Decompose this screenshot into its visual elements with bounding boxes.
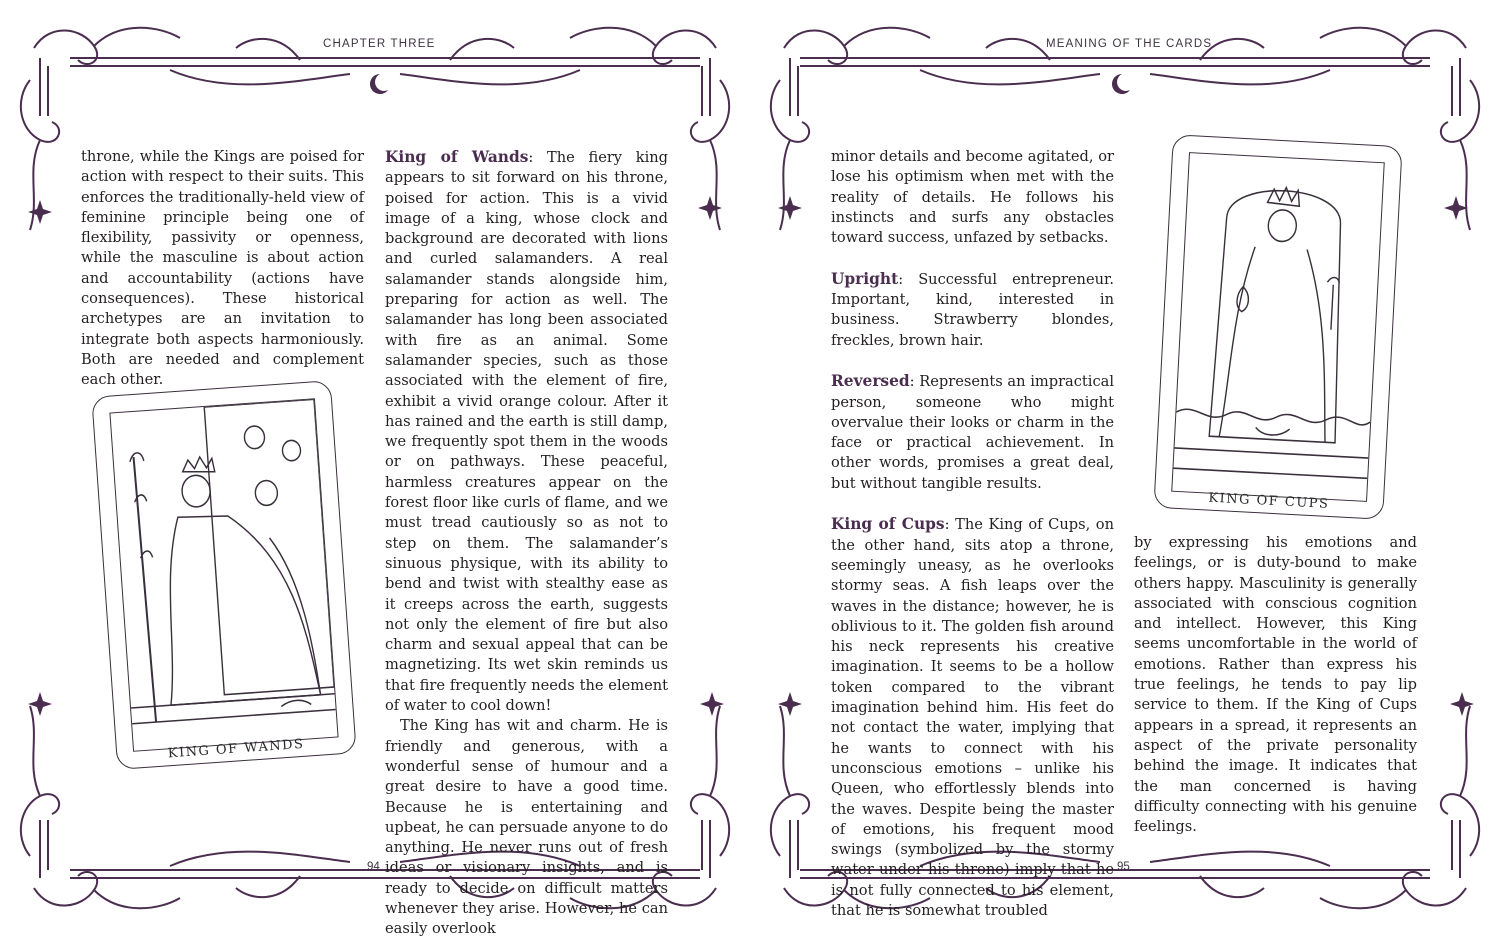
king-of-wands-illustration-icon <box>110 399 337 750</box>
card-art-frame <box>1171 152 1385 502</box>
card-caption: KING OF WANDS <box>167 736 305 762</box>
running-head: MEANING OF THE CARDS <box>1046 38 1213 50</box>
card-caption: KING OF CUPS <box>1207 490 1330 512</box>
paragraph <box>385 147 668 716</box>
paragraph: minor details and become agitated, or lose his optimism when met with the reality of details. He follows his instincts and surfs any obstacles toward success, unfazed by setbacks. <box>831 148 1114 247</box>
term-reversed: Reversed <box>831 372 910 391</box>
left-page <box>0 0 750 938</box>
card-art-frame <box>109 398 338 752</box>
running-head: CHAPTER THREE <box>323 38 436 50</box>
right-page <box>750 0 1500 935</box>
paragraph-king-of-cups <box>831 514 1114 921</box>
paragraph: The King has wit and charm. He is friendly and generous, with a wonderful sense of humour and a great desire to have a good time. Because he is entertaining and upbeat, he can persuade anyone to do anything. He never runs out of fresh ideas or visionary insights, and is ready to decide on difficult matters whenever they arise. However, he can easily overlook <box>385 717 668 938</box>
paragraph-text: : Successful entrepreneur. Important, kind, interested in business. Strawberry blondes, freckles, brown hair. <box>831 270 1114 349</box>
page-number: 94 <box>367 861 380 873</box>
paragraph-text: : The fiery king appears to sit forward on his throne, poised for action. This is a vivid image of a king, whose clock and background are decorated with lions and curled salamanders. A real salamander stands alongside him, preparing for action as well. The salamander has long been associated with fire as an animal. Some salamander species, such as those associated with the element of fire, exhibit a vivid orange colour. After it has rained and the earth is still damp, we frequently spot them in the woods or on pathways. These peaceful, harmless creatures appear on the forest floor like curls of flame, and we must tread cautiously so as not to step on them. The salamander’s sinuous physique, with its ability to bend and twist with stealthy ease as it creeps across the earth, suggests not only the element of fire but also charm and sexual appeal that can be magnetizing. Its wet skin reminds us that fire frequently needs the element of water to cool down! <box>385 149 668 715</box>
paragraph-text: : The King of Cups, on the other hand, sits atop a throne, seemingly uneasy, as he overlooks stormy seas. A fish leaps over the waves in the distance; however, he is oblivious to it. The golden fish around his neck represents his creative imagination. It seems to be a hollow token compared to the vibrant imagination behind him. His feet do not contact the water, implying that he wants to connect with his unconscious emotions – unlike his Queen, who effortlessly blends into the waves. Despite being the master of emotions, his frequent mood swings (symbolized by the stormy water under his throne) imply that he is not fully connected to his element, that he is somewhat troubled <box>831 516 1114 919</box>
tarot-card-king-of-wands <box>91 380 357 770</box>
paragraph-text: : Represents an impractical person, someone who might overvalue their looks or charm in the face or practical achievement. In other words, promises a great deal, but without tangible results. <box>831 373 1114 492</box>
text-column-2 <box>385 147 668 940</box>
page-number: 95 <box>1117 861 1130 873</box>
tarot-card-king-of-cups <box>1153 134 1402 520</box>
king-of-cups-illustration-icon <box>1172 153 1383 501</box>
term-upright: Upright <box>831 269 899 288</box>
term-king-of-cups: King of Cups <box>831 515 945 534</box>
paragraph-reversed <box>831 371 1114 494</box>
paragraph: throne, while the Kings are poised for action with respect to their suits. This enforces the traditionally-held view of feminine principle being one of flexibility, passivity or openness, while the masculine is about action and accountability (actions have consequences). These historical archetypes are an invitation to integrate both aspects harmoniously. Both are needed and complement each other. <box>81 148 364 389</box>
paragraph: by expressing his emotions and feelings, or is duty-bound to make others happy. Masculinity is generally associated with conscious cognition and intellect. However, this King seems uncomfortable in the world of emotions. Rather than express his true feelings, he tends to pay lip service to them. If the King of Cups appears in a spread, it represents an aspect of the private personality behind the image. It indicates that the man concerned is having difficulty connecting with his genuine feelings. <box>1134 534 1417 836</box>
text-column-1 <box>831 147 1114 921</box>
text-column-2 <box>1134 533 1417 837</box>
paragraph-upright <box>831 269 1114 351</box>
text-column-1 <box>81 147 364 391</box>
term-king-of-wands: King of Wands <box>385 148 529 166</box>
